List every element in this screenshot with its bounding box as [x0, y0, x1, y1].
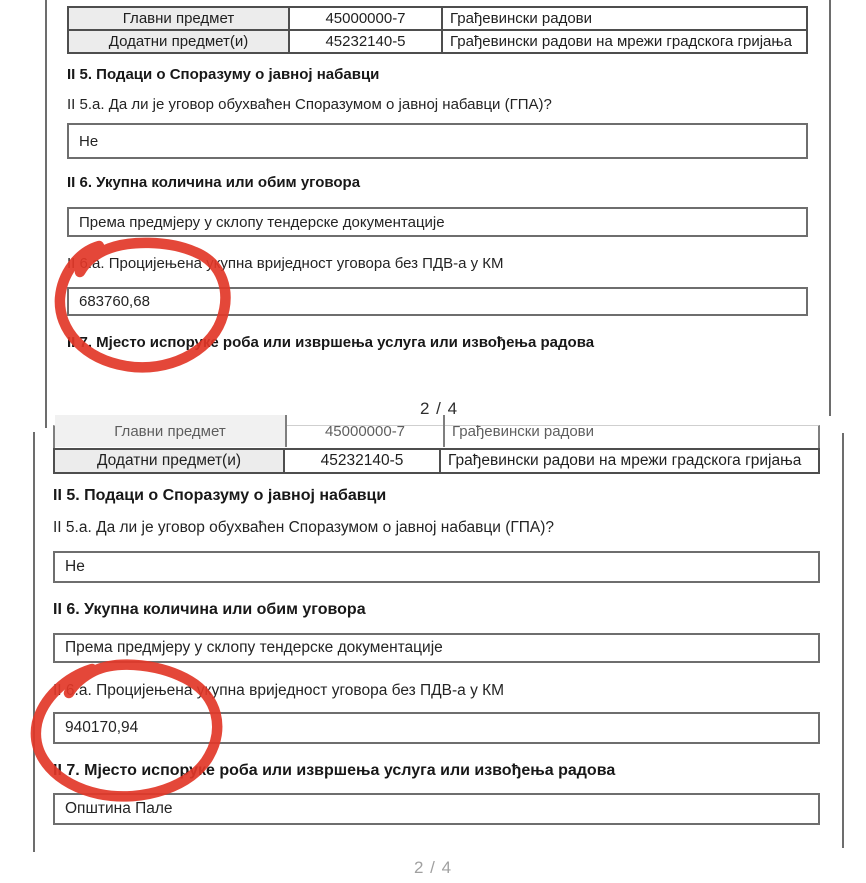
field-delivery-place: Општина Пале [53, 793, 820, 825]
table-row [69, 29, 806, 52]
question-ii5a: II 5.а. Да ли је уговор обухваћен Споразумом о јавној набавци (ГПА)? [67, 96, 552, 113]
label-estimated-value: II 6.а. Процијењена укупна вриједност уговора без ПДВ-а у КМ [67, 255, 504, 272]
table-cell-description: Грађевински радови [450, 10, 593, 27]
page-border-left [33, 432, 35, 852]
cpv-subject-table [53, 448, 820, 474]
table-row [69, 8, 806, 29]
page-border-left [45, 0, 47, 428]
table-cell-code: 45000000-7 [287, 415, 445, 447]
section-heading-ii6: II 6. Укупна количина или обим уговора [67, 174, 361, 191]
field-gpa-answer: Не [53, 551, 820, 583]
table-cell-code: 45232140-5 [285, 450, 441, 472]
field-quantity-scope: Према предмјеру у склопу тендерске документације [67, 207, 808, 237]
question-ii5a: II 5.а. Да ли је уговор обухваћен Споразумом о јавној набавци (ГПА)? [53, 519, 555, 536]
field-estimated-value: 683760,68 [67, 287, 808, 316]
table-cell-label: Додатни предмет(и) [55, 450, 285, 472]
table-cell-description: Грађевински радови на мрежи градскога гријања [450, 33, 792, 50]
field-estimated-value: 940170,94 [53, 712, 820, 744]
page-border-right [829, 0, 831, 416]
table-cell-code: 45232140-5 [290, 31, 443, 52]
table-row-clipped [53, 422, 820, 448]
section-heading-ii5: II 5. Подаци о Споразуму о јавној набавци [67, 66, 380, 83]
table-cell-code: 45000000-7 [290, 8, 443, 29]
table-cell-label: Додатни предмет(и) [69, 31, 290, 52]
table-row [55, 450, 818, 472]
table-cell-description: Грађевински радови [452, 422, 595, 440]
field-quantity-scope: Према предмјеру у склопу тендерске документације [53, 633, 820, 663]
cpv-subject-table [67, 6, 808, 54]
table-cell-description: Грађевински радови на мрежи градскога гријања [448, 452, 802, 469]
section-heading-ii5: II 5. Подаци о Споразуму о јавној набавци [53, 487, 387, 504]
table-cell-label: Главни предмет [69, 8, 290, 29]
section-heading-ii7: II 7. Мјесто испоруке роба или извршења услуга или извођења радова [67, 334, 595, 351]
page-border-right [842, 433, 844, 848]
field-gpa-answer: Не [67, 123, 808, 159]
page-indicator-partial: 2 / 4 [413, 858, 453, 877]
section-heading-ii7: II 7. Мјесто испоруке роба или извршења услуга или извођења радова [53, 762, 616, 779]
table-cell-label: Главни предмет [55, 415, 287, 447]
page-indicator: 2 / 4 [420, 399, 459, 418]
section-heading-ii6: II 6. Укупна количина или обим уговора [53, 601, 366, 618]
label-estimated-value: II 6.а. Процијењена укупна вриједност уговора без ПДВ-а у КМ [53, 682, 505, 699]
